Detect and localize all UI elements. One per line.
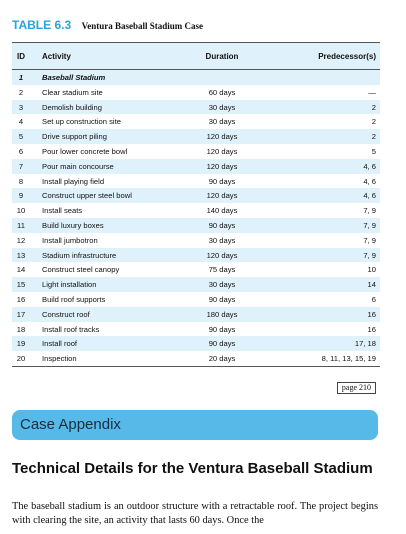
table-row xyxy=(12,159,380,174)
header-duration: Duration xyxy=(205,52,239,61)
table-row xyxy=(12,262,380,277)
cell-id: 13 xyxy=(16,250,26,260)
appendix-title: Case Appendix xyxy=(20,416,121,433)
cell-activity: Drive support piling xyxy=(42,132,107,142)
table-row xyxy=(12,114,380,129)
cell-predecessors: 2 xyxy=(371,102,376,112)
cell-predecessors: 2 xyxy=(371,117,376,127)
table-bottom-rule xyxy=(12,366,380,367)
cell-predecessors: 14 xyxy=(367,280,376,290)
cell-predecessors: 7, 9 xyxy=(363,220,376,230)
page-reference: page 210 xyxy=(337,382,376,394)
cell-predecessors: — xyxy=(368,87,376,97)
table-row xyxy=(12,218,380,233)
cell-duration: 120 days xyxy=(206,132,238,142)
header-id: ID xyxy=(17,52,25,61)
table-row xyxy=(12,336,380,351)
table-row xyxy=(12,248,380,263)
activity-table xyxy=(12,42,380,367)
cell-id: 6 xyxy=(18,146,24,156)
table-row xyxy=(12,85,380,100)
cell-activity: Clear stadium site xyxy=(42,87,103,97)
cell-duration: 90 days xyxy=(208,176,236,186)
table-row xyxy=(12,144,380,159)
table-number: TABLE 6.3 xyxy=(12,18,72,32)
cell-predecessors: 6 xyxy=(371,294,376,304)
cell-activity: Inspection xyxy=(42,354,77,364)
table-row xyxy=(12,174,380,189)
table-header-row xyxy=(12,42,380,70)
cell-duration: 30 days xyxy=(208,117,236,127)
cell-duration: 30 days xyxy=(208,280,236,290)
cell-duration: 20 days xyxy=(208,354,236,364)
cell-id: 19 xyxy=(16,339,26,349)
table-title: Ventura Baseball Stadium Case xyxy=(81,21,204,31)
cell-id: 2 xyxy=(18,87,24,97)
cell-duration: 140 days xyxy=(206,206,238,216)
cell-activity: Construct roof xyxy=(42,309,90,319)
cell-activity: Construct upper steel bowl xyxy=(42,191,132,201)
table-row xyxy=(12,188,380,203)
cell-predecessors: 4, 6 xyxy=(363,176,376,186)
cell-activity: Light installation xyxy=(42,280,97,290)
cell-id: 3 xyxy=(18,102,24,112)
cell-id: 10 xyxy=(16,206,26,216)
cell-id: 11 xyxy=(17,220,25,230)
cell-activity: Pour main concourse xyxy=(42,161,114,171)
table-body xyxy=(12,70,380,366)
cell-activity: Build roof supports xyxy=(42,294,106,304)
cell-predecessors: 7, 9 xyxy=(363,206,376,216)
cell-predecessors: 16 xyxy=(367,324,376,334)
cell-duration: 90 days xyxy=(208,324,236,334)
header-predecessors: Predecessor(s) xyxy=(318,52,376,61)
cell-duration: 75 days xyxy=(208,265,236,275)
cell-predecessors: 4, 6 xyxy=(363,191,376,201)
table-row xyxy=(12,292,380,307)
table-row xyxy=(12,322,380,337)
cell-duration: 120 days xyxy=(206,146,238,156)
cell-id: 12 xyxy=(16,235,26,245)
cell-duration: 90 days xyxy=(208,294,236,304)
cell-predecessors: 10 xyxy=(367,265,376,275)
cell-duration: 120 days xyxy=(206,191,238,201)
table-row xyxy=(12,277,380,292)
cell-predecessors: 7, 9 xyxy=(363,235,376,245)
cell-id: 4 xyxy=(18,117,24,127)
header-activity: Activity xyxy=(42,52,71,61)
cell-activity: Install jumbotron xyxy=(42,235,98,245)
cell-duration: 120 days xyxy=(206,161,238,171)
cell-id: 7 xyxy=(18,161,24,171)
section-heading: Technical Details for the Ventura Baseball Stadium xyxy=(12,460,373,477)
cell-id: 9 xyxy=(18,191,24,201)
table-row xyxy=(12,307,380,322)
cell-id: 18 xyxy=(16,324,26,334)
cell-id: 17 xyxy=(16,309,26,319)
cell-id: 20 xyxy=(16,354,26,364)
cell-activity: Install roof xyxy=(42,339,78,349)
cell-duration: 90 days xyxy=(208,220,236,230)
cell-activity: Install seats xyxy=(42,206,83,216)
cell-activity: Install roof tracks xyxy=(42,324,100,334)
cell-activity: Set up construction site xyxy=(42,117,121,127)
cell-activity: Build luxury boxes xyxy=(42,220,104,230)
cell-duration: 60 days xyxy=(208,87,236,97)
cell-duration: 90 days xyxy=(208,339,236,349)
cell-predecessors: 7, 9 xyxy=(363,250,376,260)
cell-predecessors: 16 xyxy=(367,309,376,319)
table-row xyxy=(12,129,380,144)
cell-id: 16 xyxy=(16,294,26,304)
cell-predecessors: 5 xyxy=(371,146,376,156)
cell-activity: Baseball Stadium xyxy=(42,73,106,82)
table-row xyxy=(12,203,380,218)
appendix-banner xyxy=(12,410,378,440)
cell-duration: 180 days xyxy=(206,309,238,319)
table-row xyxy=(12,233,380,248)
table-row xyxy=(12,70,380,85)
cell-duration: 30 days xyxy=(208,235,236,245)
cell-activity: Construct steel canopy xyxy=(42,265,120,275)
cell-id: 14 xyxy=(16,265,26,275)
cell-id: 8 xyxy=(18,176,24,186)
cell-duration: 120 days xyxy=(206,250,238,260)
cell-predecessors: 4, 6 xyxy=(363,161,376,171)
cell-activity: Pour lower concrete bowl xyxy=(42,146,128,156)
cell-activity: Demolish building xyxy=(42,102,102,112)
cell-id: 1 xyxy=(18,73,24,82)
body-paragraph: The baseball stadium is an outdoor structure with a retractable roof. The project begins with clearing the site, an activity that lasts 60 days. Once the xyxy=(12,501,378,526)
cell-activity: Install playing field xyxy=(42,176,105,186)
cell-id: 5 xyxy=(18,132,24,142)
cell-id: 15 xyxy=(16,280,26,290)
table-row xyxy=(12,351,380,366)
cell-activity: Stadium infrastructure xyxy=(42,250,117,260)
cell-predecessors: 8, 11, 13, 15, 19 xyxy=(321,354,376,364)
table-caption xyxy=(12,16,203,34)
table-row xyxy=(12,100,380,115)
cell-predecessors: 2 xyxy=(371,132,376,142)
cell-duration: 30 days xyxy=(208,102,236,112)
cell-predecessors: 17, 18 xyxy=(354,339,376,349)
